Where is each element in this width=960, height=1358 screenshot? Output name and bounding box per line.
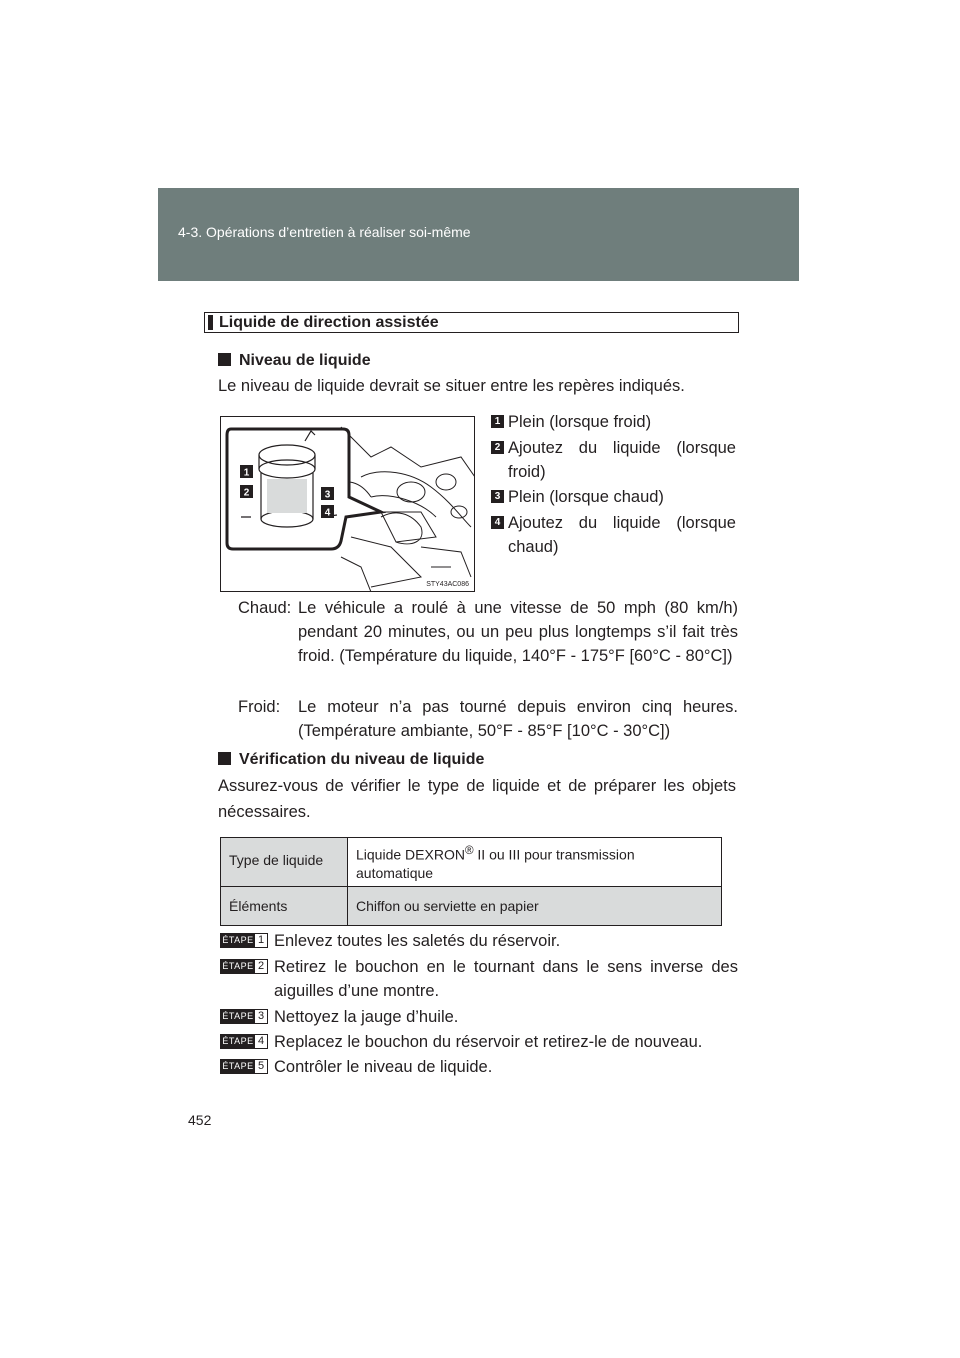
legend-item: 3 Plein (lorsque chaud) — [491, 485, 736, 509]
section-title: Liquide de direction assistée — [219, 314, 439, 331]
step-item: ÉTAPE 3 Nettoyez la jauge d’huile. — [220, 1005, 738, 1029]
step-badge: ÉTAPE 1 — [220, 933, 268, 948]
subheading-check: Vérification du niveau de liquide — [218, 751, 484, 769]
step-badge: ÉTAPE 2 — [220, 959, 268, 974]
legend-item: 2 Ajoutez du liquide (lorsque froid) — [491, 436, 736, 484]
definition-cold: Froid: Le moteur n’a pas tourné depuis environ cinq heures. (Température ambiante, 50°F - 85°F [10°C - 30°C]) — [238, 698, 738, 740]
svg-text:1: 1 — [243, 467, 250, 479]
section-title-box — [204, 312, 739, 333]
page-number: 452 — [188, 1112, 212, 1128]
table-cell: Chiffon ou serviette en papier — [348, 886, 722, 925]
subheading-level: Niveau de liquide — [218, 352, 371, 370]
step-item: ÉTAPE 2 Retirez le bouchon en le tournant dans le sens inverse des aiguilles d’une montre. — [220, 955, 738, 1003]
table-cell: Éléments — [221, 886, 348, 925]
check-intro: Assurez-vous de vérifier le type de liquide et de préparer les objets nécessaires. — [218, 777, 736, 821]
definition-hot: Chaud: Le véhicule a roulé à une vitesse de 50 mph (80 km/h) pendant 20 minutes, ou un peu plus longtemps s’il fait très froid. (Température du liquide, 140°F - 175°F [60°C - 80°C]) — [238, 599, 738, 665]
step-item: ÉTAPE 1 Enlevez toutes les saletés du réservoir. — [220, 929, 738, 953]
square-bullet-icon — [218, 353, 231, 366]
svg-text:4: 4 — [324, 507, 331, 519]
svg-text:3: 3 — [324, 489, 331, 501]
reservoir-figure — [220, 416, 475, 592]
step-item: ÉTAPE 4 Replacez le bouchon du réservoir et retirez-le de nouveau. — [220, 1030, 738, 1054]
square-bullet-icon — [218, 752, 231, 765]
table-cell: Type de liquide — [221, 838, 348, 887]
step-badge: ÉTAPE 5 — [220, 1059, 268, 1074]
breadcrumb: 4-3. Opérations d’entretien à réaliser soi-même — [178, 224, 471, 240]
step-item: ÉTAPE 5 Contrôler le niveau de liquide. — [220, 1055, 738, 1079]
requirements-table — [220, 837, 722, 926]
table-cell: Liquide DEXRON® II ou III pour transmission automatique — [348, 838, 722, 887]
figure-code: STY43AC086 — [426, 581, 469, 588]
step-badge: ÉTAPE 3 — [220, 1009, 268, 1024]
chapter-header — [158, 188, 799, 281]
level-intro: Le niveau de liquide devrait se situer entre les repères indiqués. — [218, 377, 685, 395]
step-badge: ÉTAPE 4 — [220, 1034, 268, 1049]
svg-text:2: 2 — [243, 487, 250, 499]
legend-item: 4 Ajoutez du liquide (lorsque chaud) — [491, 511, 736, 559]
reservoir-illustration — [221, 417, 475, 592]
legend-item: 1 Plein (lorsque froid) — [491, 410, 736, 434]
